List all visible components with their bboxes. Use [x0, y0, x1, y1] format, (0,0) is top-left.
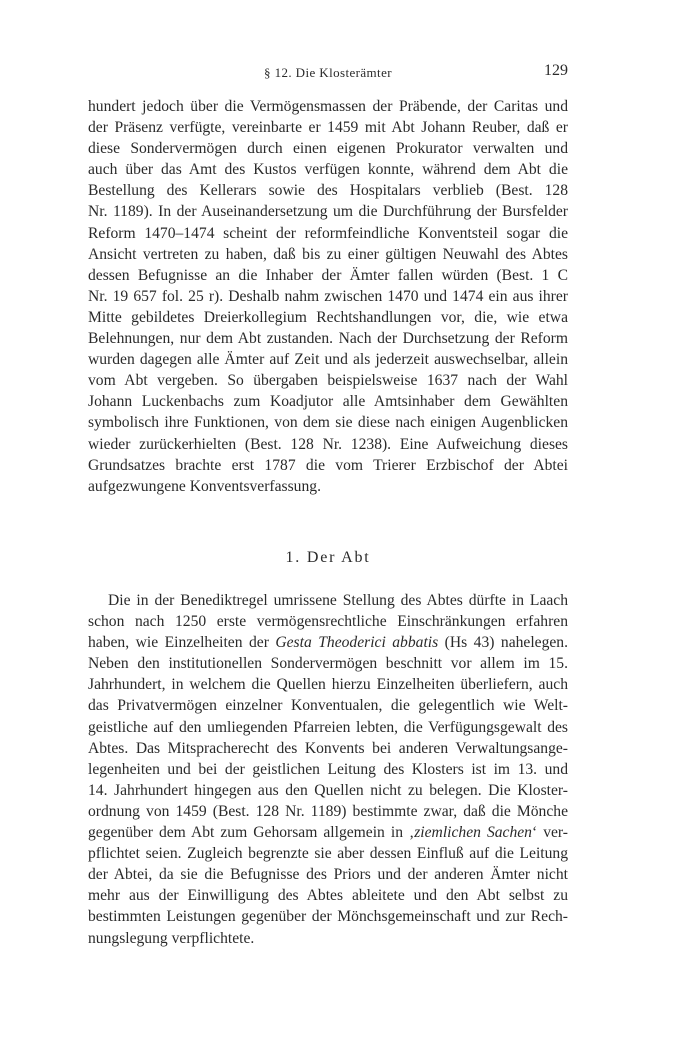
text-line: wieder zurückerhielten (Best. 128 Nr. 1238). Eine Aufweichung dieses	[88, 435, 568, 453]
text-line: dessen Befugnisse an die Inhaber der Ämter fallen würden (Best. 1 C	[88, 266, 568, 284]
text-line: der Abtei, da sie die Befugnisse des Priors und der anderen Ämter nicht	[88, 866, 568, 884]
text-line: wurden dagegen alle Ämter auf Zeit und als jederzeit auswechselbar, allein	[88, 351, 568, 369]
text-line: mehr aus der Einwilligung des Abtes ableitete und den Abt selbst zu	[88, 887, 568, 905]
text-line: Nr. 19 657 fol. 25 r). Deshalb nahm zwischen 1470 und 1474 ein aus ihrer	[88, 287, 568, 305]
running-title: § 12. Die Klosterämter	[264, 65, 392, 80]
text-line: Ansicht vertreten zu haben, daß bis zu einer gültigen Neuwahl des Abtes	[88, 245, 568, 263]
text-line: Nr. 1189). In der Auseinandersetzung um die Durchführung der Bursfelder	[88, 203, 568, 221]
text-line: nungslegung verpflichtete.	[88, 929, 255, 947]
text-fragment: (Hs 43) nahelegen.	[438, 634, 569, 652]
text-line: 14. Jahrhundert hingegen aus den Quellen nicht zu belegen. Die Kloster-	[88, 781, 568, 799]
text-line: vom Abt vergeben. So übergaben beispielsweise 1637 nach der Wahl	[88, 372, 568, 390]
italic-title: Gesta Theoderici abbatis	[275, 634, 439, 652]
text-line: Neben den institutionellen Sondervermögen beschnitt vor allem im 15.	[88, 655, 568, 673]
page-number: 129	[544, 62, 568, 79]
text-line: das Privatvermögen einzelner Konventualen, die gelegentlich wie Welt-	[88, 697, 568, 715]
text-fragment: ‘ ver-	[531, 824, 568, 842]
text-line: Johann Luckenbachs zum Koadjutor alle Amtsinhaber dem Gewählten	[88, 393, 568, 411]
text-line: Die in der Benediktregel umrissene Stellung des Abtes dürfte in Laach	[108, 592, 568, 609]
text-line: Reform 1470–1474 scheint der reformfeindliche Konventsteil sogar die	[88, 224, 568, 242]
text-line: aufgezwungene Konventsverfassung.	[88, 477, 321, 495]
text-line: Grundsatzes brachte erst 1787 die vom Trierer Erzbischof der Abtei	[88, 456, 568, 474]
continued-paragraph	[88, 96, 568, 497]
text-line: ordnung von 1459 (Best. 128 Nr. 1189) bestimmte zwar, daß die Mönche	[88, 802, 568, 820]
text-line: Mitte gebildetes Dreierkollegium Rechtshandlungen vor, die, wie etwa	[88, 308, 568, 326]
text-fragment: gegenüber dem Abt zum Gehorsam allgemein in ‚	[88, 824, 415, 842]
text-line: Jahrhundert, in welchem die Quellen hierzu Einzelheiten überliefern, auch	[88, 676, 568, 694]
text-line: auch über das Amt des Kustos verfügen konnte, während dem Abt die	[88, 161, 568, 179]
text-line: Bestellung des Kellerars sowie des Hospitalars verblieb (Best. 128	[88, 182, 568, 200]
text-line	[88, 822, 568, 843]
text-line: pflichtet seien. Zugleich begrenzte sie aber dessen Einfluß auf die Leitung	[88, 845, 568, 863]
text-line: geistliche auf den umliegenden Pfarreien lebten, die Verfügungsgewalt des	[88, 718, 568, 736]
text-line	[88, 632, 568, 653]
text-line: schon nach 1250 erste vermögensrechtliche Einschränkungen erfahren	[88, 613, 568, 631]
abbot-paragraph	[88, 590, 568, 949]
text-line: der Präsenz verfügte, vereinbarte er 1459 mit Abt Johann Reuber, daß er	[88, 119, 568, 137]
text-line: Abtes. Das Mitspracherecht des Konvents bei anderen Verwaltungsange-	[88, 739, 568, 757]
text-line: diese Sondervermögen durch einen eigenen Prokurator verwalten und	[88, 140, 568, 158]
text-line: symbolisch ihre Funktionen, von dem sie diese nach einigen Augenblicken	[88, 414, 568, 432]
text-line: legenheiten und bei der geistlichen Leitung des Klosters ist im 13. und	[88, 760, 568, 778]
text-line: bestimmten Leistungen gegenüber der Mönchsgemeinschaft und zur Rech-	[88, 908, 568, 926]
section-heading: 1. Der Abt	[285, 549, 371, 566]
italic-quote: ziemlichen Sachen	[414, 824, 532, 842]
running-head	[88, 62, 568, 84]
text-line: Belehnungen, nur dem Abt zustanden. Nach der Durchsetzung der Reform	[88, 330, 568, 348]
text-fragment: haben, wie Einzelheiten der	[88, 634, 276, 652]
text-line: hundert jedoch über die Vermögensmassen der Präbende, der Caritas und	[88, 98, 568, 115]
